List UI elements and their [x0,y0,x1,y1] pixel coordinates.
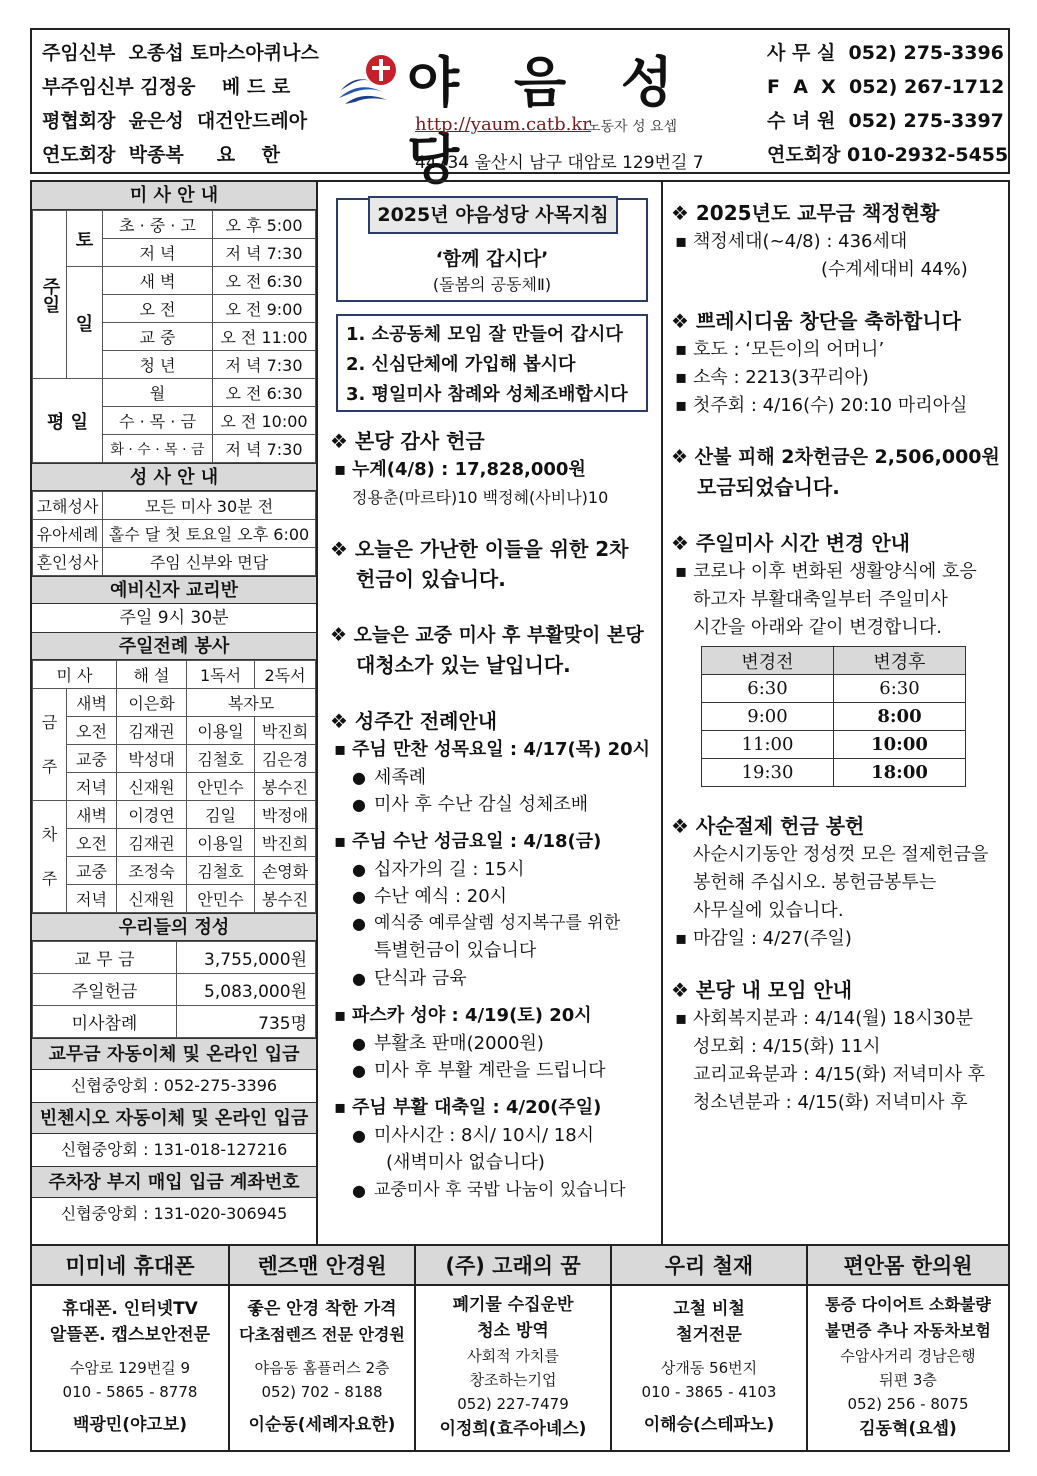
wildfire-notice: ❖ 산불 피해 2차헌금은 2,506,000원 [671,446,1000,468]
liturgy-cell: 김재권 [117,717,187,745]
dues-households: ▪ 책정세대(~4/8) : 436세대 [671,228,1006,256]
ad-owner: 김동혁(요셉) [859,1419,957,1439]
weekday-label: 평 일 [33,379,103,463]
mass-time-change-text: 하고자 부활대축일부터 주일미사 [693,589,948,610]
second-collection-notice: ❖ 오늘은 가난한 이들을 위한 2차 [330,537,629,561]
liturgy-cell: 손영화 [255,857,316,885]
pastoral-goal: 3. 평일미사 참례와 성체조배합시다 [346,384,628,405]
liturgy-cell: 교중 [67,857,117,885]
mass-time: 오 전 6:30 [213,379,316,407]
church-emblem-icon [337,50,403,106]
liturgy-header: 1독서 [187,661,255,689]
time-after: 18:00 [834,759,966,787]
contact-line: 수 녀 원 052) 275-3397 [767,110,1004,132]
staff-line: 평협회장 윤은성 대건안드레아 [42,110,308,132]
liturgy-cell: 박성대 [117,745,187,773]
time-header: 변경전 [702,647,834,675]
ad-phone: 052) 227-7479 [457,1395,569,1413]
mass-time: 오 전 10:00 [213,407,316,435]
mass-name: 화 · 수 · 목 · 금 [103,435,213,463]
liturgy-cell: 박진희 [255,717,316,745]
lent-offering-deadline: ▪ 마감일 : 4/27(주일) [671,925,1006,953]
mass-schedule-table [32,210,316,463]
mass-schedule-title: 미 사 안 내 [32,182,316,210]
lent-offering-text: 사무실에 있습니다. [693,900,844,921]
ad-detail: 뒤편 3층 [879,1371,937,1389]
contact-line: 사 무 실 052) 275-3396 [767,42,1004,64]
time-before: 6:30 [702,675,834,703]
right-column [663,182,1008,1244]
liturgy-cell: 이용일 [187,717,255,745]
bulletin-header [30,28,1010,191]
church-logo-block [337,36,737,191]
sunday-day-label: 일 [67,267,103,379]
mass-name: 월 [103,379,213,407]
sacrament-name: 고해성사 [33,492,103,520]
middle-notices [330,426,660,1204]
lent-offering-text: 사순시기동안 정성껏 모은 절제헌금을 [693,844,989,865]
ad-owner: 이순동(세례자요한) [248,1415,396,1435]
time-before: 9:00 [702,703,834,731]
sacrament-title: 성 사 안 내 [32,463,316,491]
ad-title: (주) 고래의 꿈 [416,1246,610,1286]
pastoral-motto-sub: (돌봄의 공동체Ⅱ) [432,275,552,294]
mass-name: 교 중 [103,323,213,351]
sacrament-info: 주임 신부와 면담 [103,548,316,576]
ad-waste-company [416,1246,612,1450]
ad-phone: 052) 256 - 8075 [847,1395,969,1413]
liturgy-header: 미 사 [33,661,117,689]
contact-line: 연도회장 010-2932-5455 [767,144,1009,166]
liturgy-cell: 이은화 [117,689,187,717]
thanks-offering-heading: ❖ 본당 감사 헌금 [330,429,485,453]
lent-offering-text: 봉헌해 주십시오. 봉헌금봉투는 [693,872,937,893]
sunday-label: 주일 [33,211,67,379]
meeting-item: 성모회 : 4/15(화) 11시 [693,1036,881,1057]
ad-optician [230,1246,416,1450]
sacrament-table [32,491,316,576]
staff-line: 부주임신부 김정웅 베 드 로 [42,76,291,98]
time-after: 8:00 [834,703,966,731]
liturgy-cell: 김일 [187,801,255,829]
easter-sunday-item: ● 교중미사 후 국밥 나눔이 있습니다 [330,1177,660,1204]
ad-detail: 야음동 홈플러스 2층 [254,1359,390,1377]
liturgy-cell: 봉수진 [255,885,316,913]
bank-account: 신협중앙회 : 131-020-306945 [60,1204,288,1223]
holy-thursday-item: ● 미사 후 수난 감실 성체조배 [330,791,660,818]
good-friday-item: ● 수난 예식 : 20시 [330,883,660,910]
mass-time: 오 전 6:30 [213,267,316,295]
patron-saint: 노동자 성 요셉 [587,119,678,135]
liturgy-cell: 안민수 [187,773,255,801]
ad-line: 청소 방역 [477,1321,549,1341]
ad-phone: 052) 702 - 8188 [261,1383,383,1401]
sacrament-info: 모든 미사 30분 전 [103,492,316,520]
liturgy-cell: 이경연 [117,801,187,829]
ad-line: 좋은 안경 착한 가격 [247,1299,397,1319]
time-header: 변경후 [834,647,966,675]
staff-line: 주임신부 오종섭 토마스아퀴나스 [42,42,319,64]
church-website-link[interactable]: http://yaum.catb.kr [415,114,591,135]
liturgy-cell: 박진희 [255,829,316,857]
liturgy-cell: 김철호 [187,745,255,773]
easter-vigil: ▪ 파스카 성야 : 4/19(토) 20시 [330,1002,660,1030]
liturgy-cell: 저녁 [67,773,117,801]
liturgy-cell: 새벽 [67,801,117,829]
mass-time: 오 후 5:00 [213,211,316,239]
bank-account: 신협중앙회 : 052-275-3396 [70,1076,278,1095]
cleaning-notice: ❖ 오늘은 교중 미사 후 부활맞이 본당 [330,624,644,646]
liturgy-cell: 오전 [67,829,117,857]
praesidium-item: ▪ 소속 : 2213(3꾸리아) [671,364,1006,392]
liturgy-title: 주일전례 봉사 [32,632,316,660]
good-friday-item: ● 십자가의 길 : 15시 [330,856,660,883]
ad-line: 다초점렌즈 전문 안경원 [239,1325,405,1344]
praesidium-item: ▪ 첫주회 : 4/16(수) 20:10 마리아실 [671,392,1006,420]
label-char: 차 [41,824,58,844]
offering-value: 5,083,000원 [177,974,316,1006]
meetings-heading: ❖ 본당 내 모임 안내 [671,978,853,1002]
liturgy-table [32,660,316,913]
liturgy-header: 2독서 [255,661,316,689]
contact-line: F A X 052) 267-1712 [767,76,1005,98]
pastoral-motto: ‘함께 갑시다’ [435,248,549,270]
liturgy-cell: 교중 [67,745,117,773]
mass-name: 새 벽 [103,267,213,295]
offering-value: 3,755,000원 [177,942,316,974]
meeting-item: 청소년분과 : 4/15(화) 저녁미사 후 [693,1092,968,1113]
liturgy-cell: 박정애 [255,801,316,829]
next-week-label [33,801,67,913]
ad-title: 우리 철재 [612,1246,806,1286]
time-after: 10:00 [834,731,966,759]
church-name-title: 야 음 성 당 [407,51,692,191]
sacrament-name: 유아세례 [33,520,103,548]
praesidium-heading: ❖ 쁘레시디움 창단을 축하합니다 [671,309,961,333]
label-char: 주 [41,868,58,888]
offering-name: 미사참례 [33,1006,177,1038]
mass-time-change-heading: ❖ 주일미사 시간 변경 안내 [671,531,910,555]
sacrament-name: 혼인성사 [33,548,103,576]
right-notices [671,198,1006,1117]
ad-owner: 이해승(스테파노) [643,1415,775,1435]
easter-sunday-note: (새벽미사 없습니다) [386,1152,545,1173]
catechumen-title: 예비신자 교리반 [32,576,316,604]
mass-time: 저 녁 7:30 [213,239,316,267]
mass-time: 오 전 9:00 [213,295,316,323]
pastoral-goal: 1. 소공동체 모임 잘 만들어 갑시다 [346,324,623,345]
ad-oriental-clinic [808,1246,1008,1450]
ad-line: 통증 다이어트 소화불량 [825,1295,991,1314]
ad-owner: 백광민(야고보) [72,1415,188,1435]
ad-line: 알뜰폰. 캡스보안전문 [49,1325,211,1345]
offerings-table [32,941,316,1038]
ad-detail: 창조하는기업 [469,1371,557,1389]
pastoral-guideline-title: 2025년 야음성당 사목지침 [368,196,618,234]
easter-sunday: ▪ 주님 부활 대축일 : 4/20(주일) [330,1094,660,1122]
liturgy-cell: 조정숙 [117,857,187,885]
liturgy-cell: 이용일 [187,829,255,857]
bank-account: 신협중앙회 : 131-018-127216 [60,1140,288,1159]
liturgy-cell: 김재권 [117,829,187,857]
offering-value: 735명 [177,1006,316,1038]
offering-name: 주일헌금 [33,974,177,1006]
time-before: 19:30 [702,759,834,787]
staff-list [42,36,342,172]
ad-line: 불면증 추나 자동차보험 [825,1321,991,1340]
ad-line: 고철 비철 [673,1299,745,1319]
mass-name: 오 전 [103,295,213,323]
thanks-offering-names: 정용춘(마르타)10 백정혜(사비나)10 [352,488,609,507]
ad-phone: 010 - 5865 - 8778 [62,1383,198,1401]
this-week-label [33,689,67,801]
staff-line: 연도회장 박종복 요 한 [42,144,280,166]
label-char: 금 [41,712,58,732]
good-friday: ▪ 주님 수난 성금요일 : 4/18(금) [330,828,660,856]
offerings-title: 우리들의 정성 [32,913,316,941]
liturgy-cell: 복자모 [187,689,316,717]
praesidium-item: ▪ 호도 : ‘모든이의 어머니’ [671,336,1006,364]
ad-line: 철거전문 [676,1325,742,1345]
pastoral-goal: 2. 신심단체에 가입해 봅시다 [346,354,576,375]
second-collection-notice: 헌금이 있습니다. [356,567,506,591]
easter-sunday-item: ● 미사시간 : 8시/ 10시/ 18시 [330,1122,660,1149]
ad-detail: 수암로 129번길 9 [69,1359,191,1377]
liturgy-header: 해 설 [117,661,187,689]
easter-vigil-item: ● 미사 후 부활 계란을 드립니다 [330,1057,660,1084]
ad-line: 휴대폰. 인터넷TV [62,1299,198,1319]
ad-title: 렌즈맨 안경원 [230,1246,414,1286]
liturgy-cell: 오전 [67,717,117,745]
lent-offering-heading: ❖ 사순절제 헌금 봉헌 [671,814,865,838]
liturgy-cell: 저녁 [67,885,117,913]
liturgy-cell: 김은경 [255,745,316,773]
catechumen-time: 주일 9시 30분 [119,608,229,628]
ad-detail: 수암사거리 경남은행 [840,1347,976,1365]
church-address: 44734 울산시 남구 대암로 129번길 7 [415,153,704,173]
middle-column [318,182,663,1244]
ad-detail: 사회적 가치를 [467,1347,559,1365]
good-friday-item: ● 예식중 예루살렘 성지복구를 위한 [330,910,660,937]
ad-title: 편안몸 한의원 [808,1246,1008,1286]
mass-time: 오 전 11:00 [213,323,316,351]
mass-name: 청 년 [103,351,213,379]
good-friday-extra: 특별헌금이 있습니다 [374,940,537,961]
saturday-label: 토 [67,211,103,267]
ad-detail: 상개동 56번지 [660,1359,758,1377]
holy-week-heading: ❖ 성주간 전례안내 [330,709,498,733]
mass-time-change-text: 시간을 아래와 같이 변경합니다. [693,617,942,638]
mass-time: 저 녁 7:30 [213,351,316,379]
mass-name: 저 녁 [103,239,213,267]
bulletin-body [30,180,1010,1246]
liturgy-cell: 신재원 [117,885,187,913]
mass-time-change-text: ▪ 코로나 이후 변화된 생활양식에 호응 [671,558,1006,586]
ad-phone-shop [32,1246,230,1450]
liturgy-cell: 김철호 [187,857,255,885]
cleaning-notice: 대청소가 있는 날입니다. [356,653,571,677]
good-friday-item: ● 단식과 금육 [330,965,660,992]
thanks-offering-total: ▪ 누계(4/8) : 17,828,000원 [330,456,660,484]
mass-time: 저 녁 7:30 [213,435,316,463]
time-before: 11:00 [702,731,834,759]
sacrament-info: 홀수 달 첫 토요일 오후 6:00 [103,520,316,548]
left-column [32,182,318,1244]
liturgy-cell: 새벽 [67,689,117,717]
holy-thursday: ▪ 주님 만찬 성목요일 : 4/17(목) 20시 [330,736,660,764]
time-after: 6:30 [834,675,966,703]
liturgy-cell: 안민수 [187,885,255,913]
easter-vigil-item: ● 부활초 판매(2000원) [330,1030,660,1057]
meeting-item: ▪ 사회복지분과 : 4/14(월) 18시30분 [671,1005,1006,1033]
ad-line: 폐기물 수집운반 [452,1295,574,1315]
contact-list [767,36,1007,172]
advertisement-row [30,1246,1010,1452]
mass-name: 수 · 목 · 금 [103,407,213,435]
dues-heading: ❖ 2025년도 교무금 책정현황 [671,201,940,225]
bank-title: 교무금 자동이체 및 온라인 입금 [32,1038,316,1070]
pastoral-guideline-box [336,198,648,302]
liturgy-cell: 봉수진 [255,773,316,801]
ad-owner: 이정희(효주아녜스) [439,1419,587,1439]
pastoral-goals [336,314,648,412]
wildfire-notice: 모금되었습니다. [697,475,840,499]
mass-time-change-table [701,646,966,787]
ad-scrap-metal [612,1246,808,1450]
holy-thursday-item: ● 세족례 [330,764,660,791]
offering-name: 교 무 금 [33,942,177,974]
mass-name: 초 · 중 · 고 [103,211,213,239]
label-char: 주 [41,756,58,776]
bank-title: 빈첸시오 자동이체 및 온라인 입금 [32,1102,316,1134]
ad-title: 미미네 휴대폰 [32,1246,228,1286]
meeting-item: 교리교육분과 : 4/15(화) 저녁미사 후 [693,1064,986,1085]
bank-title: 주차장 부지 매입 입금 계좌번호 [32,1166,316,1198]
ad-phone: 010 - 3865 - 4103 [641,1383,777,1401]
liturgy-cell: 신재원 [117,773,187,801]
dues-ratio: (수계세대비 44%) [821,259,968,280]
